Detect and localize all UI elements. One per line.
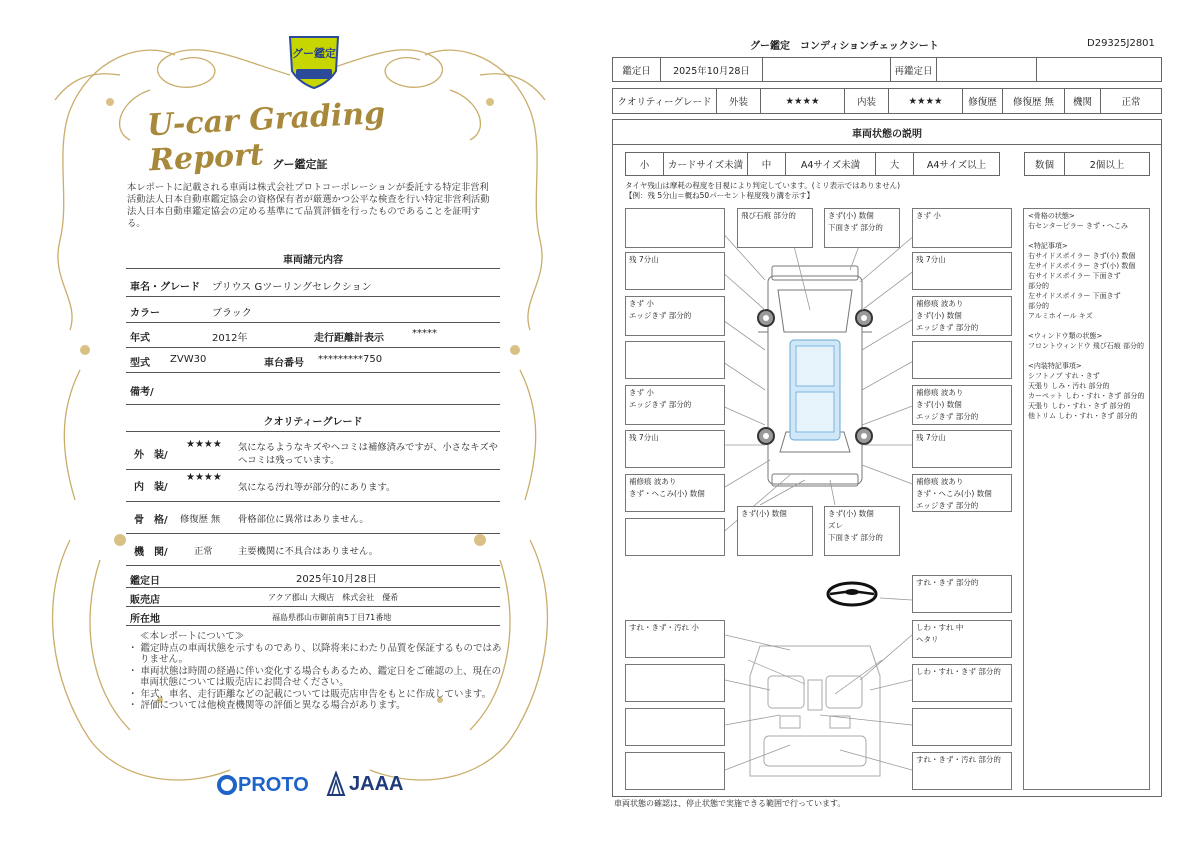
damage-text: 下面きず 部分的 (828, 533, 883, 542)
divider (126, 268, 500, 269)
damage-text: きず(小) 数個 (916, 311, 962, 320)
note-item: ・ 鑑定時点の車両状態を示すものであり、以降将来にわたり品質を保証するものではありません。 (128, 642, 502, 665)
certificate-title: グー鑑定証 (272, 158, 328, 171)
note-line: 部分的 (1028, 302, 1049, 310)
note-line: フロントウィンドウ 飛び石痕 部分的 (1028, 342, 1145, 350)
report-script-title: U-car Grading Report (146, 95, 386, 179)
tire-box-rear-right (912, 430, 1012, 468)
note-line: 右サイドスポイラー きず(小) 数個 (1028, 252, 1136, 260)
sheet-title: グー鑑定 コンディションチェックシート (750, 41, 939, 52)
engine-label: 機 関/ (134, 547, 168, 558)
damage-text: 下面きず 部分的 (828, 223, 883, 232)
note-line: シフトノブ すれ・きず (1028, 372, 1100, 380)
size-large-desc: A4サイズ以上 (926, 160, 987, 171)
doc-id: D29325J2801 (1087, 38, 1155, 49)
empty-cell (1037, 58, 1161, 81)
note-line (1028, 351, 1145, 361)
interior-text: 気になる汚れ等が部分的にあります。 (238, 482, 396, 493)
tire-box-front-right (912, 252, 1012, 290)
note-line: アルミホイール キズ (1028, 312, 1093, 320)
size-large: 大 (876, 153, 914, 175)
interior-box-left-2 (625, 664, 725, 702)
damage-box-rear-center (737, 506, 813, 556)
chassis-value: *********750 (318, 354, 383, 365)
damage-text: ヘタリ (916, 635, 939, 644)
damage-text: 補修痕 波あり (629, 477, 677, 486)
interior-leader-lines (720, 590, 920, 780)
note-line (1028, 321, 1145, 331)
dealer-value: アクア郡山 大槻店 株式会社 優希 (268, 593, 399, 602)
spec-row-year (126, 323, 500, 348)
damage-text: 残 7分山 (629, 433, 659, 442)
reeval-label: 再鑑定日 (891, 58, 937, 81)
note-line: 右センターピラー きず・へこみ (1028, 222, 1128, 230)
repair-value: 修復歴 無 (1003, 89, 1065, 113)
date-label: 鑑定日 (130, 576, 160, 587)
condition-title: 車両状態の説明 (613, 120, 1161, 145)
exterior-label: 外 装/ (134, 450, 168, 461)
damage-text: すれ・きず・汚れ 部分的 (916, 755, 1001, 764)
certificate-intro: 本レポートに記載される車両は株式会社プロトコーポレーションが委託する特定非営利活動法人日本自動車鑑定協会の資格保有者が厳選かつ公平な検査を行い特定非営利活動法人日本自動車鑑定協会の定める基準にて品質評価を行ったものであることを証明する。 (127, 182, 490, 229)
exterior-label: 外装 (717, 89, 761, 113)
damage-box-front-right (824, 208, 900, 248)
damage-box-front-left (625, 208, 725, 248)
year-label: 年式 (130, 333, 150, 344)
damage-text: 補修痕 波あり (916, 299, 964, 308)
count-desc: 2個以上 (1089, 160, 1125, 171)
size-small: 小 (626, 153, 664, 175)
goo-badge (286, 31, 342, 89)
note-line: <骨格の状態> (1028, 212, 1075, 220)
chassis-label: 車台番号 (264, 358, 304, 369)
frame-value: 修復歴 無 (180, 514, 221, 525)
reeval-value (937, 58, 1037, 81)
note-line: <ウィンドウ類の状態> (1028, 332, 1103, 340)
count-legend (1024, 152, 1150, 176)
jaaa-logo (326, 770, 403, 798)
engine-label: 機関 (1065, 89, 1101, 113)
damage-box-left-mid (625, 341, 725, 379)
divider (126, 431, 500, 432)
interior-box-right-3 (912, 708, 1012, 746)
exterior-stars: ★★★★ (186, 439, 222, 450)
damage-text: エッジきず 部分的 (916, 501, 979, 510)
engine-text: 主要機関に不具合はありません。 (238, 546, 379, 557)
quality-row-interior (126, 470, 500, 502)
damage-text: エッジきず 部分的 (629, 400, 692, 409)
note-item: ・ 評価については他検査機関等の評価と異なる場合があります。 (128, 700, 406, 711)
address-value: 福島県郡山市御前南5丁目71番地 (272, 613, 392, 622)
dealer-label: 販売店 (130, 595, 160, 606)
damage-text: 飛び石痕 部分的 (741, 211, 796, 220)
note-line: 部分的 (1028, 282, 1049, 290)
date-table (612, 57, 1162, 82)
date-label: 鑑定日 (613, 58, 661, 81)
damage-box-right-rear (912, 385, 1012, 425)
spec-row-name (126, 271, 500, 297)
address-row (126, 607, 500, 626)
note-line: カーペット しわ・すれ・きず 部分的 (1028, 392, 1145, 400)
damage-text: エッジきず 部分的 (916, 323, 979, 332)
damage-text: きず(小) 数個 (916, 400, 962, 409)
damage-text: すれ・きず 部分的 (916, 578, 979, 587)
damage-text: きず(小) 数個 (741, 509, 787, 518)
note-line: 右サイドスポイラー 下面きず (1028, 272, 1121, 280)
tire-box-rear-left (625, 430, 725, 468)
damage-text: すれ・きず・汚れ 小 (629, 623, 699, 632)
damage-text: しわ・すれ 中 (916, 623, 964, 632)
damage-text: エッジきず 部分的 (916, 412, 979, 421)
color-value: ブラック (212, 308, 252, 319)
proto-logo (216, 772, 309, 798)
remarks-label: 備考/ (130, 387, 154, 398)
notes-title: ≪本レポートについて≫ (140, 631, 245, 642)
repair-label: 修復歴 (963, 89, 1003, 113)
interior-box-right-1 (912, 620, 1012, 658)
damage-text: エッジきず 部分的 (629, 311, 692, 320)
note-line: <内装特記事項> (1028, 362, 1082, 370)
damage-box-right-front (912, 296, 1012, 336)
damage-text: きず(小) 数個 (828, 509, 874, 518)
note-line: 他トリム しわ・すれ・きず 部分的 (1028, 412, 1138, 420)
interior-box-left-1 (625, 620, 725, 658)
quality-table (612, 88, 1162, 114)
note-line (1028, 231, 1145, 241)
count-label: 数個 (1025, 153, 1065, 175)
interior-box-left-3 (625, 708, 725, 746)
damage-text: 残 7分山 (916, 255, 946, 264)
spec-row-color (126, 297, 500, 323)
damage-box-right-mid (912, 341, 1012, 379)
model-value: ZVW30 (170, 354, 207, 365)
date-value: 2025年10月28日 (661, 58, 763, 81)
spec-row-model (126, 348, 500, 373)
date-value: 2025年10月28日 (296, 574, 377, 585)
damage-text: 残 7分山 (629, 255, 659, 264)
note-line: 天張り しわ・すれ・きず 部分的 (1028, 402, 1131, 410)
report-notes (126, 631, 506, 712)
note-line: 左サイドスポイラー 下面きず (1028, 292, 1121, 300)
interior-stars: ★★★★ (889, 89, 963, 113)
damage-box-front-center (737, 208, 813, 248)
jaaa-logo-text: JAAA (349, 772, 404, 795)
note-item: ・ 年式、車名、走行距離などの記載については販売店申告をもとに作成しています。 (128, 688, 492, 700)
damage-text: きず・へこみ(小) 数個 (629, 489, 705, 498)
model-label: 型式 (130, 358, 150, 369)
quality-section-title: クオリティーグレード (263, 417, 363, 428)
name-label: 車名・グレード (130, 282, 200, 293)
spec-section-title: 車両諸元内容 (283, 255, 343, 266)
interior-box-left-4 (625, 752, 725, 790)
proto-logo-text: PROTO (238, 773, 309, 796)
exterior-text-1: 気になるようなキズやヘコミは補修済みですが、小さなキズや (238, 442, 498, 453)
engine-value: 正常 (194, 546, 213, 557)
quality-row-engine (126, 534, 500, 566)
size-legend (625, 152, 1000, 176)
year-value: 2012年 (212, 333, 248, 344)
interior-stars: ★★★★ (186, 472, 222, 483)
engine-value: 正常 (1121, 97, 1141, 108)
damage-box-front-far-right (912, 208, 1012, 248)
condition-check-sheet (600, 0, 1200, 848)
damage-text: きず 小 (629, 388, 654, 397)
damage-box-rear-far-left (625, 518, 725, 556)
damage-box-left-front (625, 296, 725, 336)
note-line: <特記事項> (1028, 242, 1068, 250)
frame-text: 骨格部位に異常はありません。 (238, 514, 369, 525)
dealer-row (126, 588, 500, 607)
date-row (126, 567, 500, 588)
color-label: カラー (130, 308, 160, 319)
damage-box-rear-right-center (824, 506, 900, 556)
name-value: プリウス Gツーリングセレクション (212, 282, 372, 293)
interior-box-right-4 (912, 752, 1012, 790)
note-line: 左サイドスポイラー きず(小) 数個 (1028, 262, 1136, 270)
damage-box-left-rear (625, 385, 725, 425)
interior-label: 内装 (845, 89, 889, 113)
empty-cell (763, 58, 891, 81)
damage-text: きず・へこみ(小) 数個 (916, 489, 992, 498)
spec-row-remarks (126, 373, 500, 405)
size-mid: 中 (748, 153, 786, 175)
damage-text: ズレ (828, 521, 843, 530)
quality-row-exterior (126, 433, 500, 470)
note-item: ・ 車両状態は時間の経過に伴い変化する場合もあるため、鑑定日をご確認の上、現在の車両状態については販売店にお問合せください。 (128, 665, 502, 688)
damage-text: しわ・すれ・きず 部分的 (916, 667, 1001, 676)
exterior-stars: ★★★★ (761, 89, 845, 113)
damage-box-rear-left (625, 474, 725, 512)
tire-note-2: 【例：残 5分山＝概ね50パーセント程度残り溝を示す】 (625, 191, 815, 200)
note-line: 天張り しみ・汚れ 部分的 (1028, 382, 1110, 390)
damage-text: 補修痕 波あり (916, 477, 964, 486)
interior-label: 内 装/ (134, 482, 168, 493)
frame-label: 骨 格/ (134, 515, 168, 526)
interior-box-right-2 (912, 664, 1012, 702)
damage-text: きず(小) 数個 (828, 211, 874, 220)
sheet-footer: 車両状態の確認は、停止状態で実施できる範囲で行っています。 (614, 799, 846, 808)
quality-label: クオリティーグレード (613, 89, 717, 113)
address-label: 所在地 (130, 614, 160, 625)
special-notes-panel (1023, 208, 1150, 790)
interior-box-steering (912, 575, 1012, 613)
damage-text: 補修痕 波あり (916, 388, 964, 397)
damage-text: 残 7分山 (916, 433, 946, 442)
size-mid-desc: A4サイズ未満 (786, 153, 876, 175)
tire-box-front-left (625, 252, 725, 290)
damage-text: きず 小 (916, 211, 941, 220)
jaaa-mark-icon (326, 771, 346, 797)
damage-box-rear-right (912, 474, 1012, 512)
quality-row-frame (126, 502, 500, 534)
size-small-desc: カードサイズ未満 (664, 153, 748, 175)
badge-label: グー鑑定 (292, 47, 336, 60)
damage-text: きず 小 (629, 299, 654, 308)
tire-note-1: タイヤ残山は摩耗の程度を目視により判定しています。(ミリ表示ではありません) (625, 181, 901, 190)
mileage-label: 走行距離計表示 (314, 333, 384, 344)
exterior-text-2: ヘコミは残っています。 (238, 455, 340, 466)
proto-mark-icon (216, 774, 238, 796)
mileage-value: ***** (412, 328, 437, 339)
